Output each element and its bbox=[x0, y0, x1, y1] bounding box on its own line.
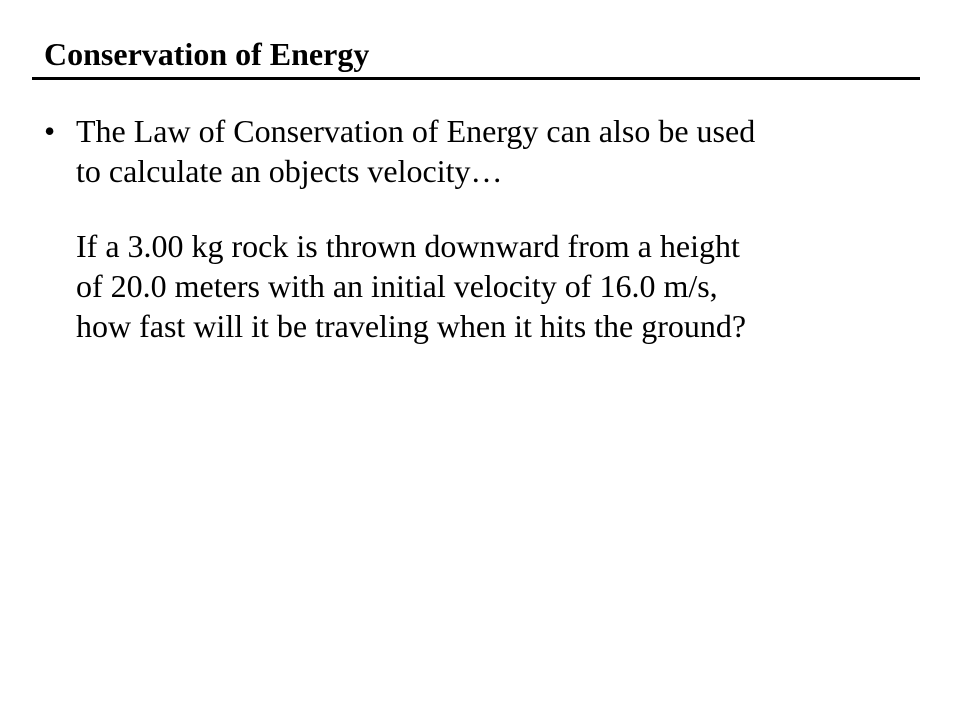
problem-line-2: of 20.0 meters with an initial velocity of 16.0 m/s, bbox=[76, 268, 718, 304]
bullet-line-1: The Law of Conservation of Energy can also be used bbox=[76, 113, 756, 149]
problem-statement bbox=[76, 226, 906, 346]
title-underline bbox=[32, 77, 920, 80]
bullet-icon: • bbox=[44, 113, 56, 149]
bullet-text bbox=[76, 111, 906, 191]
problem-line-3: how fast will it be traveling when it hits the ground? bbox=[76, 308, 747, 344]
slide-title: Conservation of Energy bbox=[44, 36, 370, 72]
bullet-line-2: to calculate an objects velocity… bbox=[76, 153, 503, 189]
problem-line-1: If a 3.00 kg rock is thrown downward from a height bbox=[76, 228, 740, 264]
